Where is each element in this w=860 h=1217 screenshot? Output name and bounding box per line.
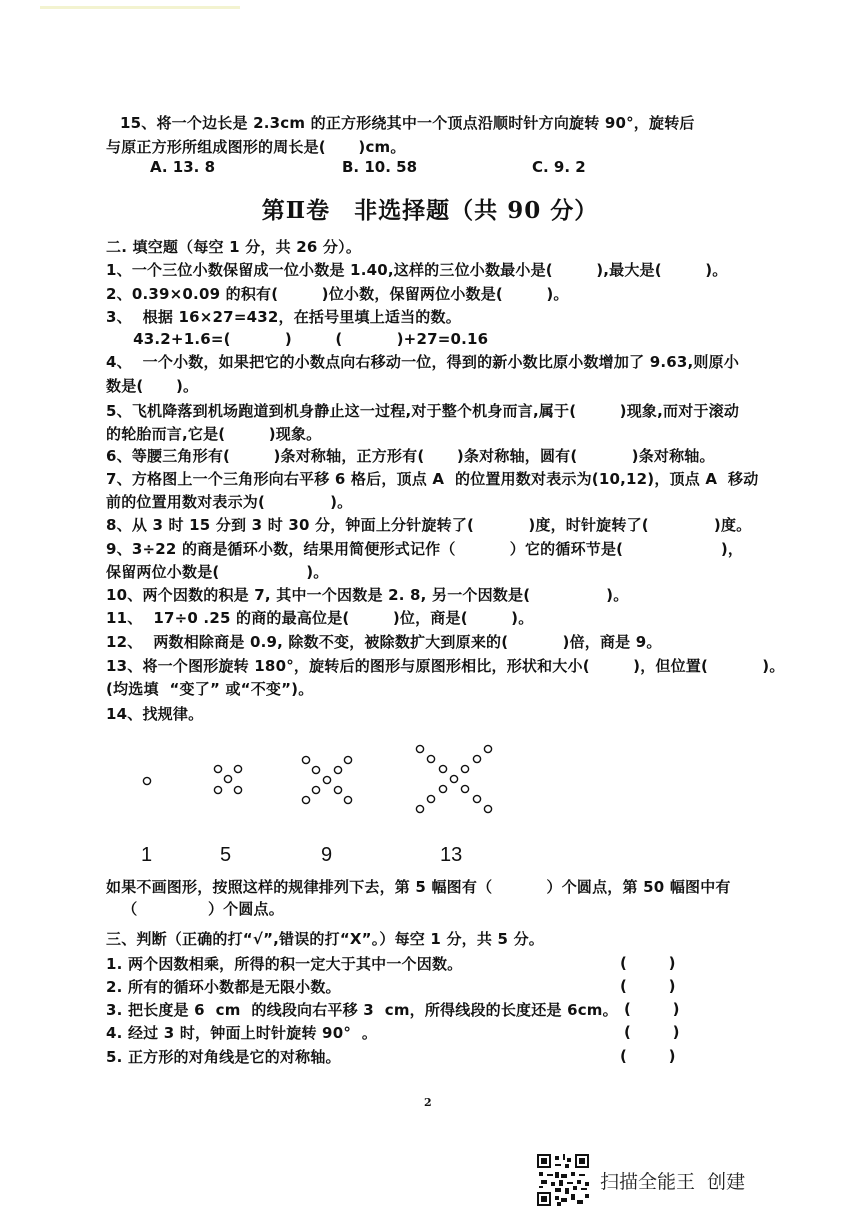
judge-answer-3: ( ) [624, 1000, 680, 1018]
scanner-watermark-text: 扫描全能王 创建 [600, 1171, 746, 1193]
fill-line-3: 3、 根据 16×27=432，在括号里填上适当的数。 [106, 308, 461, 326]
fill-line-16: 11、 17÷0 .25 的商的最高位是( )位，商是( )。 [106, 609, 534, 627]
judge-item-2: 2. 所有的循环小数都是无限小数。 [106, 978, 341, 996]
pattern-label-2: 5 [220, 844, 232, 866]
fill-line-10: 7、方格图上一个三角形向右平移 6 格后，顶点 A 的位置用数对表示为(10,12)，顶点 A 移动 [106, 470, 759, 488]
fill-line-19: (均选填 “变了” 或“不变”)。 [106, 680, 314, 698]
judge-answer-5: ( ) [620, 1047, 676, 1065]
judge-item-3: 3. 把长度是 6 cm 的线段向右平移 3 cm，所得线段的长度还是 6cm。 [106, 1001, 618, 1019]
q15-line-1: 15、将一个边长是 2.3cm 的正方形绕其中一个顶点沿顺时针方向旋转 90°，旋转后 [120, 114, 695, 132]
dot-pattern-figure [110, 735, 530, 815]
judge-item-4: 4. 经过 3 时，钟面上时针旋转 90° 。 [106, 1024, 378, 1042]
fill-line-15: 10、两个因数的积是 7, 其中一个因数是 2. 8, 另一个因数是( )。 [106, 586, 629, 604]
fill-line-13: 9、3÷22 的商是循环小数，结果用简便形式记作（ ）它的循环节是( )， [106, 540, 744, 558]
pattern-label-1: 1 [141, 844, 153, 866]
q15-line-2: 与原正方形所组成图形的周长是( )cm。 [106, 138, 406, 156]
pattern-1-dot [143, 777, 150, 784]
fill-line-9: 6、等腰三角形有( )条对称轴，正方形有( )条对称轴，圆有( )条对称轴。 [106, 447, 715, 465]
q15-choice-b: B. 10. 58 [342, 158, 418, 176]
q15-choice-c: C. 9. 2 [532, 158, 586, 176]
pattern-question-line-1: 如果不画图形，按照这样的规律排列下去，第 5 幅图有（ ）个圆点，第 50 幅图中有 [106, 878, 731, 896]
judge-answer-4: ( ) [624, 1023, 680, 1041]
fill-line-17: 12、 两数相除商是 0.9, 除数不变，被除数扩大到原来的( )倍，商是 9。 [106, 633, 662, 651]
judge-item-5: 5. 正方形的对角线是它的对称轴。 [106, 1048, 341, 1066]
pattern-4-dots [416, 745, 491, 812]
fill-line-12: 8、从 3 时 15 分到 3 时 30 分，钟面上分针旋转了( )度，时针旋转了( )度。 [106, 516, 752, 534]
scan-mark [40, 6, 240, 9]
pattern-3-dots [302, 756, 351, 803]
judge-heading: 三、判断（正确的打“√”,错误的打“X”。）每空 1 分，共 5 分。 [106, 930, 544, 948]
pattern-2-dots [214, 765, 241, 793]
pattern-label-4: 13 [440, 844, 463, 866]
pattern-label-3: 9 [321, 844, 333, 866]
pattern-question-line-2: （ ）个圆点。 [106, 900, 284, 918]
fill-line-4: 43.2+1.6=( ) ( )+27=0.16 [106, 330, 489, 348]
fill-heading: 二. 填空题（每空 1 分，共 26 分）。 [106, 238, 362, 256]
fill-line-18: 13、将一个图形旋转 180°，旋转后的图形与原图形相比，形状和大小( )，但位置( )。 [106, 657, 785, 675]
fill-line-20: 14、找规律。 [106, 705, 204, 723]
page-number: 2 [424, 1096, 432, 1109]
section-title: 第Ⅱ卷 非选择题（共 90 分） [261, 197, 599, 224]
fill-line-8: 的轮胎而言,它是( )现象。 [106, 425, 322, 443]
judge-item-1: 1. 两个因数相乘，所得的积一定大于其中一个因数。 [106, 955, 463, 973]
fill-line-11: 前的位置用数对表示为( )。 [106, 493, 353, 511]
judge-answer-1: ( ) [620, 954, 676, 972]
q15-choice-a: A. 13. 8 [150, 158, 216, 176]
fill-line-1: 1、一个三位小数保留成一位小数是 1.40,这样的三位小数最小是( ),最大是( )。 [106, 261, 728, 279]
qr-code-icon [537, 1154, 589, 1206]
fill-line-5: 4、 一个小数，如果把它的小数点向右移动一位，得到的新小数比原小数增加了 9.63,则原小 [106, 353, 740, 371]
judge-answer-2: ( ) [620, 977, 676, 995]
fill-line-14: 保留两位小数是( )。 [106, 563, 329, 581]
fill-line-2: 2、0.39×0.09 的积有( )位小数，保留两位小数是( )。 [106, 285, 569, 303]
fill-line-7: 5、飞机降落到机场跑道到机身静止这一过程,对于整个机身而言,属于( )现象,而对于滚动 [106, 402, 740, 420]
fill-line-6: 数是( )。 [106, 377, 199, 395]
